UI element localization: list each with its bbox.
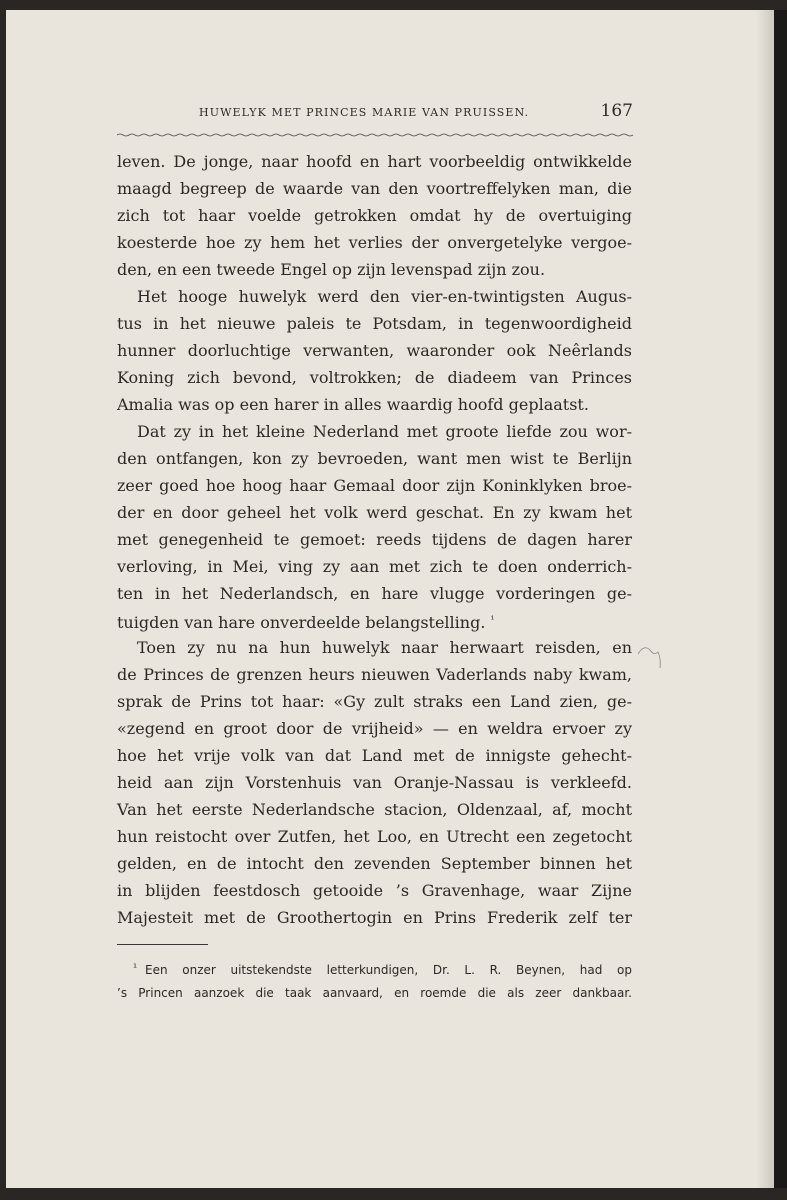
text-line: verloving, in Mei, ving zy aan met zich te doen onderrich- (117, 557, 632, 576)
text-line: hun reistocht over Zutfen, het Loo, en Utrecht een zegetocht (117, 827, 632, 846)
page-number: 167 (600, 101, 633, 121)
text-line: hunner doorluchtige verwanten, waaronder ook Neêrlands (117, 341, 632, 360)
footnote-reference[interactable]: ¹ (490, 615, 495, 626)
footnote-marker: ¹ (133, 963, 138, 974)
header-wavy-rule (117, 133, 635, 137)
text-line: zich tot haar voelde getrokken omdat hy de overtuiging (117, 206, 632, 225)
text-line: de Princes de grenzen heurs nieuwen Vaderlands naby kwam, (117, 665, 632, 684)
text-line: hoe het vrije volk van dat Land met de innigste gehecht- (117, 746, 632, 765)
text-line: den ontfangen, kon zy bevroeden, want men wist te Berlijn (117, 449, 632, 468)
text-line: ten in het Nederlandsch, en hare vlugge vorderingen ge- (117, 584, 632, 603)
pencil-margin-mark (636, 640, 664, 670)
text-line: gelden, en de intocht den zevenden September binnen het (117, 854, 632, 873)
paragraph-start-line: Dat zy in het kleine Nederland met groote liefde zou wor- (137, 422, 632, 441)
paragraph-start-line: Toen zy nu na hun huwelyk naar herwaart reisden, en (137, 638, 632, 657)
footnote-line: ’s Princen aanzoek die taak aanvaard, en roemde die als zeer dankbaar. (117, 986, 632, 1000)
text-line: koesterde hoe zy hem het verlies der onvergetelyke vergoe- (117, 233, 632, 252)
text-line: zeer goed hoe hoog haar Gemaal door zijn Koninklyken broe- (117, 476, 632, 495)
text-line: heid aan zijn Vorstenhuis van Oranje-Nassau is verkleefd. (117, 773, 632, 792)
footnotes (117, 957, 632, 1005)
text-line: sprak de Prins tot haar: «Gy zult straks een Land zien, ge- (117, 692, 632, 711)
text-line: Van het eerste Nederlandsche stacion, Oldenzaal, af, mocht (117, 800, 632, 819)
text-line: in blijden feestdosch getooide ’s Gravenhage, waar Zijne (117, 881, 632, 900)
footnote-text: Een onzer uitstekendste letterkundigen, Dr. L. R. Beynen, had op (145, 963, 632, 977)
text-line: Amalia was op een harer in alles waardig hoofd geplaatst. (117, 395, 589, 414)
text-line: met genegenheid te gemoet: reeds tijdens de dagen harer (117, 530, 632, 549)
text-line: der en door geheel het volk werd geschat. En zy kwam het (117, 503, 632, 522)
text-line (117, 607, 632, 634)
footnote-line (117, 957, 632, 981)
body-text (117, 148, 632, 931)
page-gutter-shadow (756, 10, 774, 1188)
text-line: «zegend en groot door de vrijheid» — en weldra ervoer zy (117, 719, 632, 738)
text-line: Koning zich bevond, voltrokken; de diadeem van Princes (117, 368, 632, 387)
text-line-content: tuigden van hare onverdeelde belangstelling. (117, 613, 486, 632)
text-line: maagd begreep de waarde van den voortreffelyken man, die (117, 179, 632, 198)
paragraph-start-line: Het hooge huwelyk werd den vier-en-twintigsten Augus- (137, 287, 632, 306)
text-line: tus in het nieuwe paleis te Potsdam, in tegenwoordigheid (117, 314, 632, 333)
text-line: Majesteit met de Groothertogin en Prins Frederik zelf ter (117, 908, 632, 927)
footnote-separator (117, 944, 208, 945)
running-title: HUWELYK MET PRINCES MARIE VAN PRUISSEN. (199, 106, 530, 119)
text-line: leven. De jonge, naar hoofd en hart voorbeeldig ontwikkelde (117, 152, 632, 171)
page-header (117, 97, 637, 123)
page-edge (774, 10, 787, 1188)
text-line: den, en een tweede Engel op zijn levenspad zijn zou. (117, 260, 546, 279)
